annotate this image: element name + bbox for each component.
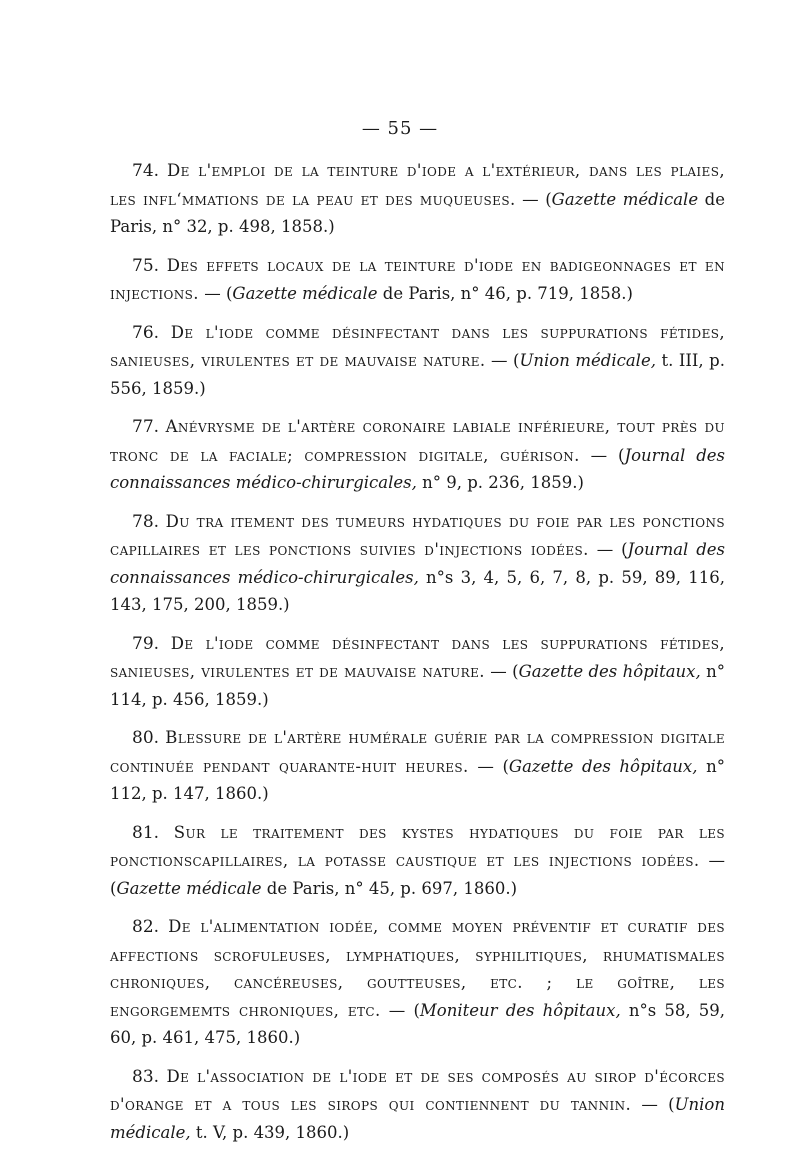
entry-dash: — ( [515,189,552,209]
entry-journal: Gazette des hôpitaux, [508,756,698,776]
entry-journal: Union médicale, [110,1095,725,1142]
entry-dash: — ( [631,1095,675,1114]
bibliography-entry [110,1063,725,1147]
entry-journal: Gazette des hôpitaux, [518,662,701,681]
entry-number: 74. [132,161,160,181]
bibliography-entry [110,724,725,808]
entry-title: Anévrysme de l'artère coronaire labiale inférieure, tout près du tronc de la faciale; compression digitale, guérison. [110,417,725,465]
entry-journal: Journal des connaissances médico-chirurgicales, [110,540,725,587]
entry-number: 79. [132,633,160,654]
entry-journal: Moniteur des hôpitaux, [419,1000,621,1020]
bibliography-list [110,157,725,1157]
page-number: — 55 — [361,118,439,139]
bibliography-entry [110,819,725,903]
entry-number: 82. [132,917,160,937]
entry-number: 80. [132,728,160,748]
entry-journal: Journal des connaissances médico-chirurgicales, [110,445,725,492]
entry-dash: — ( [485,351,520,370]
entry-reference: n° 9, p. 236, 1859.) [416,473,584,492]
entry-journal: Union médicale, [519,351,656,370]
entry-reference: t. III, p. 556, 1859.) [110,351,725,398]
entry-reference: n°s 3, 4, 5, 6, 7, 8, p. 59, 89, 116, 143, 175, 200, 1859.) [110,567,725,614]
entry-title: Du tra itement des tumeurs hydatiques du foie par les ponctions capillaires et les ponctions suivies d'injections iodées. [110,511,726,559]
entry-dash: — ( [198,284,233,303]
entry-journal: Gazette médicale [232,284,378,303]
entry-reference: de Paris, n° 46, p. 719, 1858.) [377,284,633,303]
entry-number: 81. [132,822,160,843]
entry-title: Des effets locaux de la teinture d'iode en badigeonnages et en injections. [110,255,725,303]
bibliography-entry [110,157,725,241]
entry-number: 76. [132,322,160,343]
entry-reference: n° 114, p. 456, 1859.) [110,662,725,709]
entry-title: De l'alimentation iodée, comme moyen préventif et curatif des affections scrofuleuses, lymphatiques, syphilitiques, rhumatismales chroniques, cancéreuses, goutteuses, etc. ; le goître, les engorgememts chroniques, etc. [110,917,726,1020]
entry-dash: — ( [588,540,628,559]
entry-number: 83. [132,1066,160,1087]
bibliography-entry [110,252,725,308]
bibliography-entry [110,413,725,497]
entry-reference: n°s 58, 59, 60, p. 461, 475, 1860.) [110,1000,725,1047]
bibliography-entry [110,913,725,1052]
entry-dash: — ( [380,1000,420,1020]
entry-reference: t. V, p. 439, 1860.) [190,1122,350,1142]
bibliography-entry [110,319,725,403]
entry-dash: — ( [110,851,725,898]
entry-reference: de Paris, n° 45, p. 697, 1860.) [261,878,518,898]
entry-reference: de Paris, n° 32, p. 498, 1858.) [110,189,725,236]
entry-title: Blessure de l'artère humérale guérie par la compression digitale continuée pendant quarante-huit heures. [110,728,725,776]
entry-reference: n° 112, p. 147, 1860.) [110,756,725,803]
bibliography-entry [110,630,725,714]
entry-title: De l'association de l'iode et de ses composés au sirop d'écorces d'orange et a tous les sirops qui contiennent du tannin. [110,1066,725,1114]
entry-title: Sur le traitement des kystes hydatiques du foie par les ponctionscapillaires, la potasse caustique et les injections iodées. [110,822,726,870]
entry-journal: Gazette médicale [551,189,699,209]
bibliography-entry [110,508,725,619]
entry-dash: — ( [579,445,625,465]
entry-number: 78. [132,511,160,532]
entry-title: De l'emploi de la teinture d'iode a l'extérieur, dans les plaies, les infl‘mmations de la peau et des muqueuses. [110,161,725,209]
entry-dash: — ( [468,756,509,776]
entry-number: 75. [132,255,160,276]
entry-title: De l'iode comme désinfectant dans les suppurations fétides, sanieuses, virulentes et de mauvaise nature. [110,633,725,681]
entry-number: 77. [132,417,160,437]
entry-dash: — ( [484,662,519,681]
entry-title: De l'iode comme désinfectant dans les suppurations fétides, sanieuses, virulentes et de mauvaise nature. [110,322,725,370]
entry-journal: Gazette médicale [116,878,262,898]
